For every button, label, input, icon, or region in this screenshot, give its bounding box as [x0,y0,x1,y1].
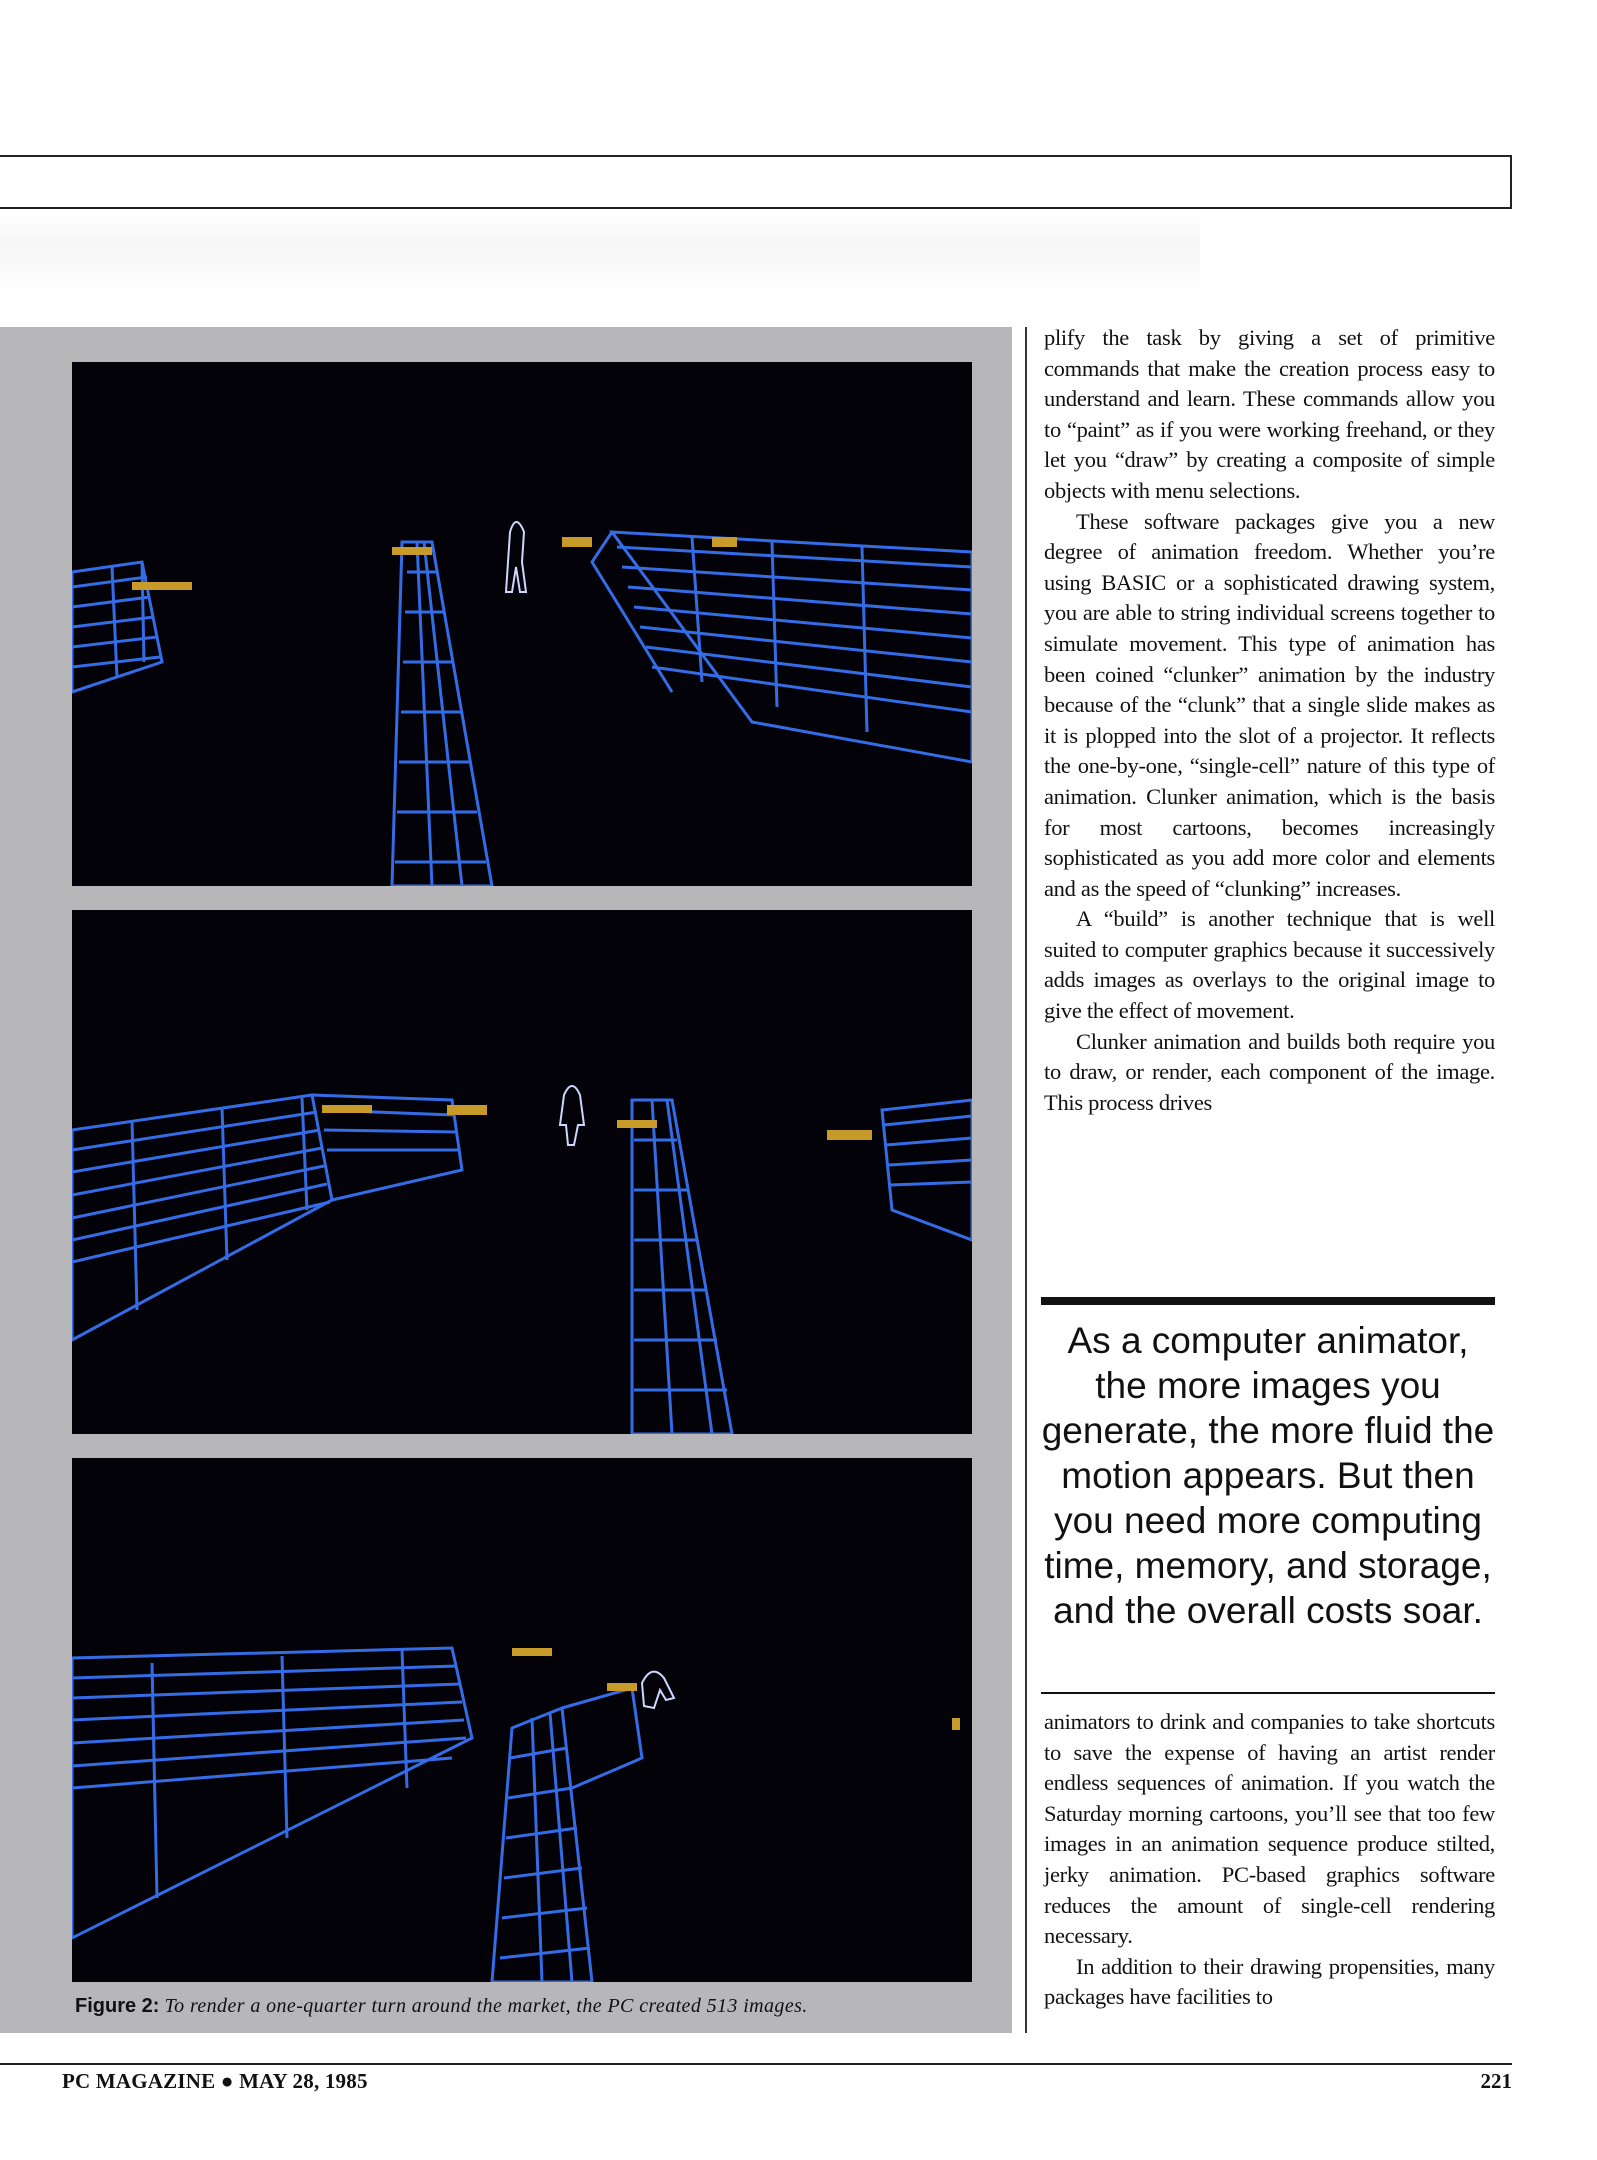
wireframe-market-frame-3 [72,1458,972,1982]
paragraph: In addition to their drawing propensities, many packages have facilities to [1044,1953,1495,2010]
header-tint [0,209,1200,299]
column-divider [1025,327,1027,2033]
figure-panel [0,327,1012,2033]
paragraph: animators to drink and companies to take shortcuts to save the expense of having an artist render endless sequences of animation. If you watch the Saturday morning cartoons, you’ll see that too few images in an animation sequence produce stilted, jerky animation. PC-based graphics software reduces the amount of single-cell rendering necessary. [1044,1709,1495,1949]
caption-label: Figure 2: [75,1995,160,2017]
paragraph: A “build” is another technique that is well suited to computer graphics because it successively adds images as overlays to the original image to give the effect of movement. [1044,906,1495,1024]
page-number: 221 [1480,2069,1512,2093]
header-rule-right [1510,155,1512,209]
footer-rule [0,2063,1512,2065]
animation-frame-2 [72,910,972,1434]
paragraph: plify the task by giving a set of primitive commands that make the creation process easy to understand and learn. These commands allow you to “paint” as if you were working freehand, or they let you “draw” by creating a composite of simple objects with menu selections. [1044,325,1495,503]
wireframe-market-frame-2 [72,910,972,1434]
pull-quote: As a computer animator, the more images you generate, the more fluid the motion appears. But then you need more computing time, memory, and storage, and the overall costs soar. [1041,1320,1495,1631]
paragraph: These software packages give you a new degree of animation freedom. Whether you’re using BASIC or a sophisticated drawing system, you are able to string individual screens together to simulate movement. This type of animation has been coined “clunker” animation by the industry because of the “clunk” that a single slide makes as it is plopped into the slot of a projector. It reflects the one-by-one, “single-cell” nature of this type of animation. Clunker animation, which is the basis for most cartoons, becomes increasingly sophisticated as you add more color and elements and as the speed of “clunking” increases. [1044,508,1495,901]
figure-caption [75,1994,1005,2018]
animation-frame-3 [72,1458,972,1982]
wireframe-market-frame-1 [72,362,972,886]
pull-quote-rule-top [1041,1297,1495,1305]
header-rule-top [0,155,1512,157]
body-column-top [1044,323,1495,1118]
body-column-bottom [1044,1707,1495,2013]
pull-quote-rule-bottom [1041,1692,1495,1694]
caption-text: To render a one-quarter turn around the market, the PC created 513 images. [164,1995,808,2017]
animation-frame-1 [72,362,972,886]
footer-publication: PC MAGAZINE ● MAY 28, 1985 [62,2069,368,2093]
paragraph: Clunker animation and builds both require you to draw, or render, each component of the image. This process drives [1044,1028,1495,1115]
